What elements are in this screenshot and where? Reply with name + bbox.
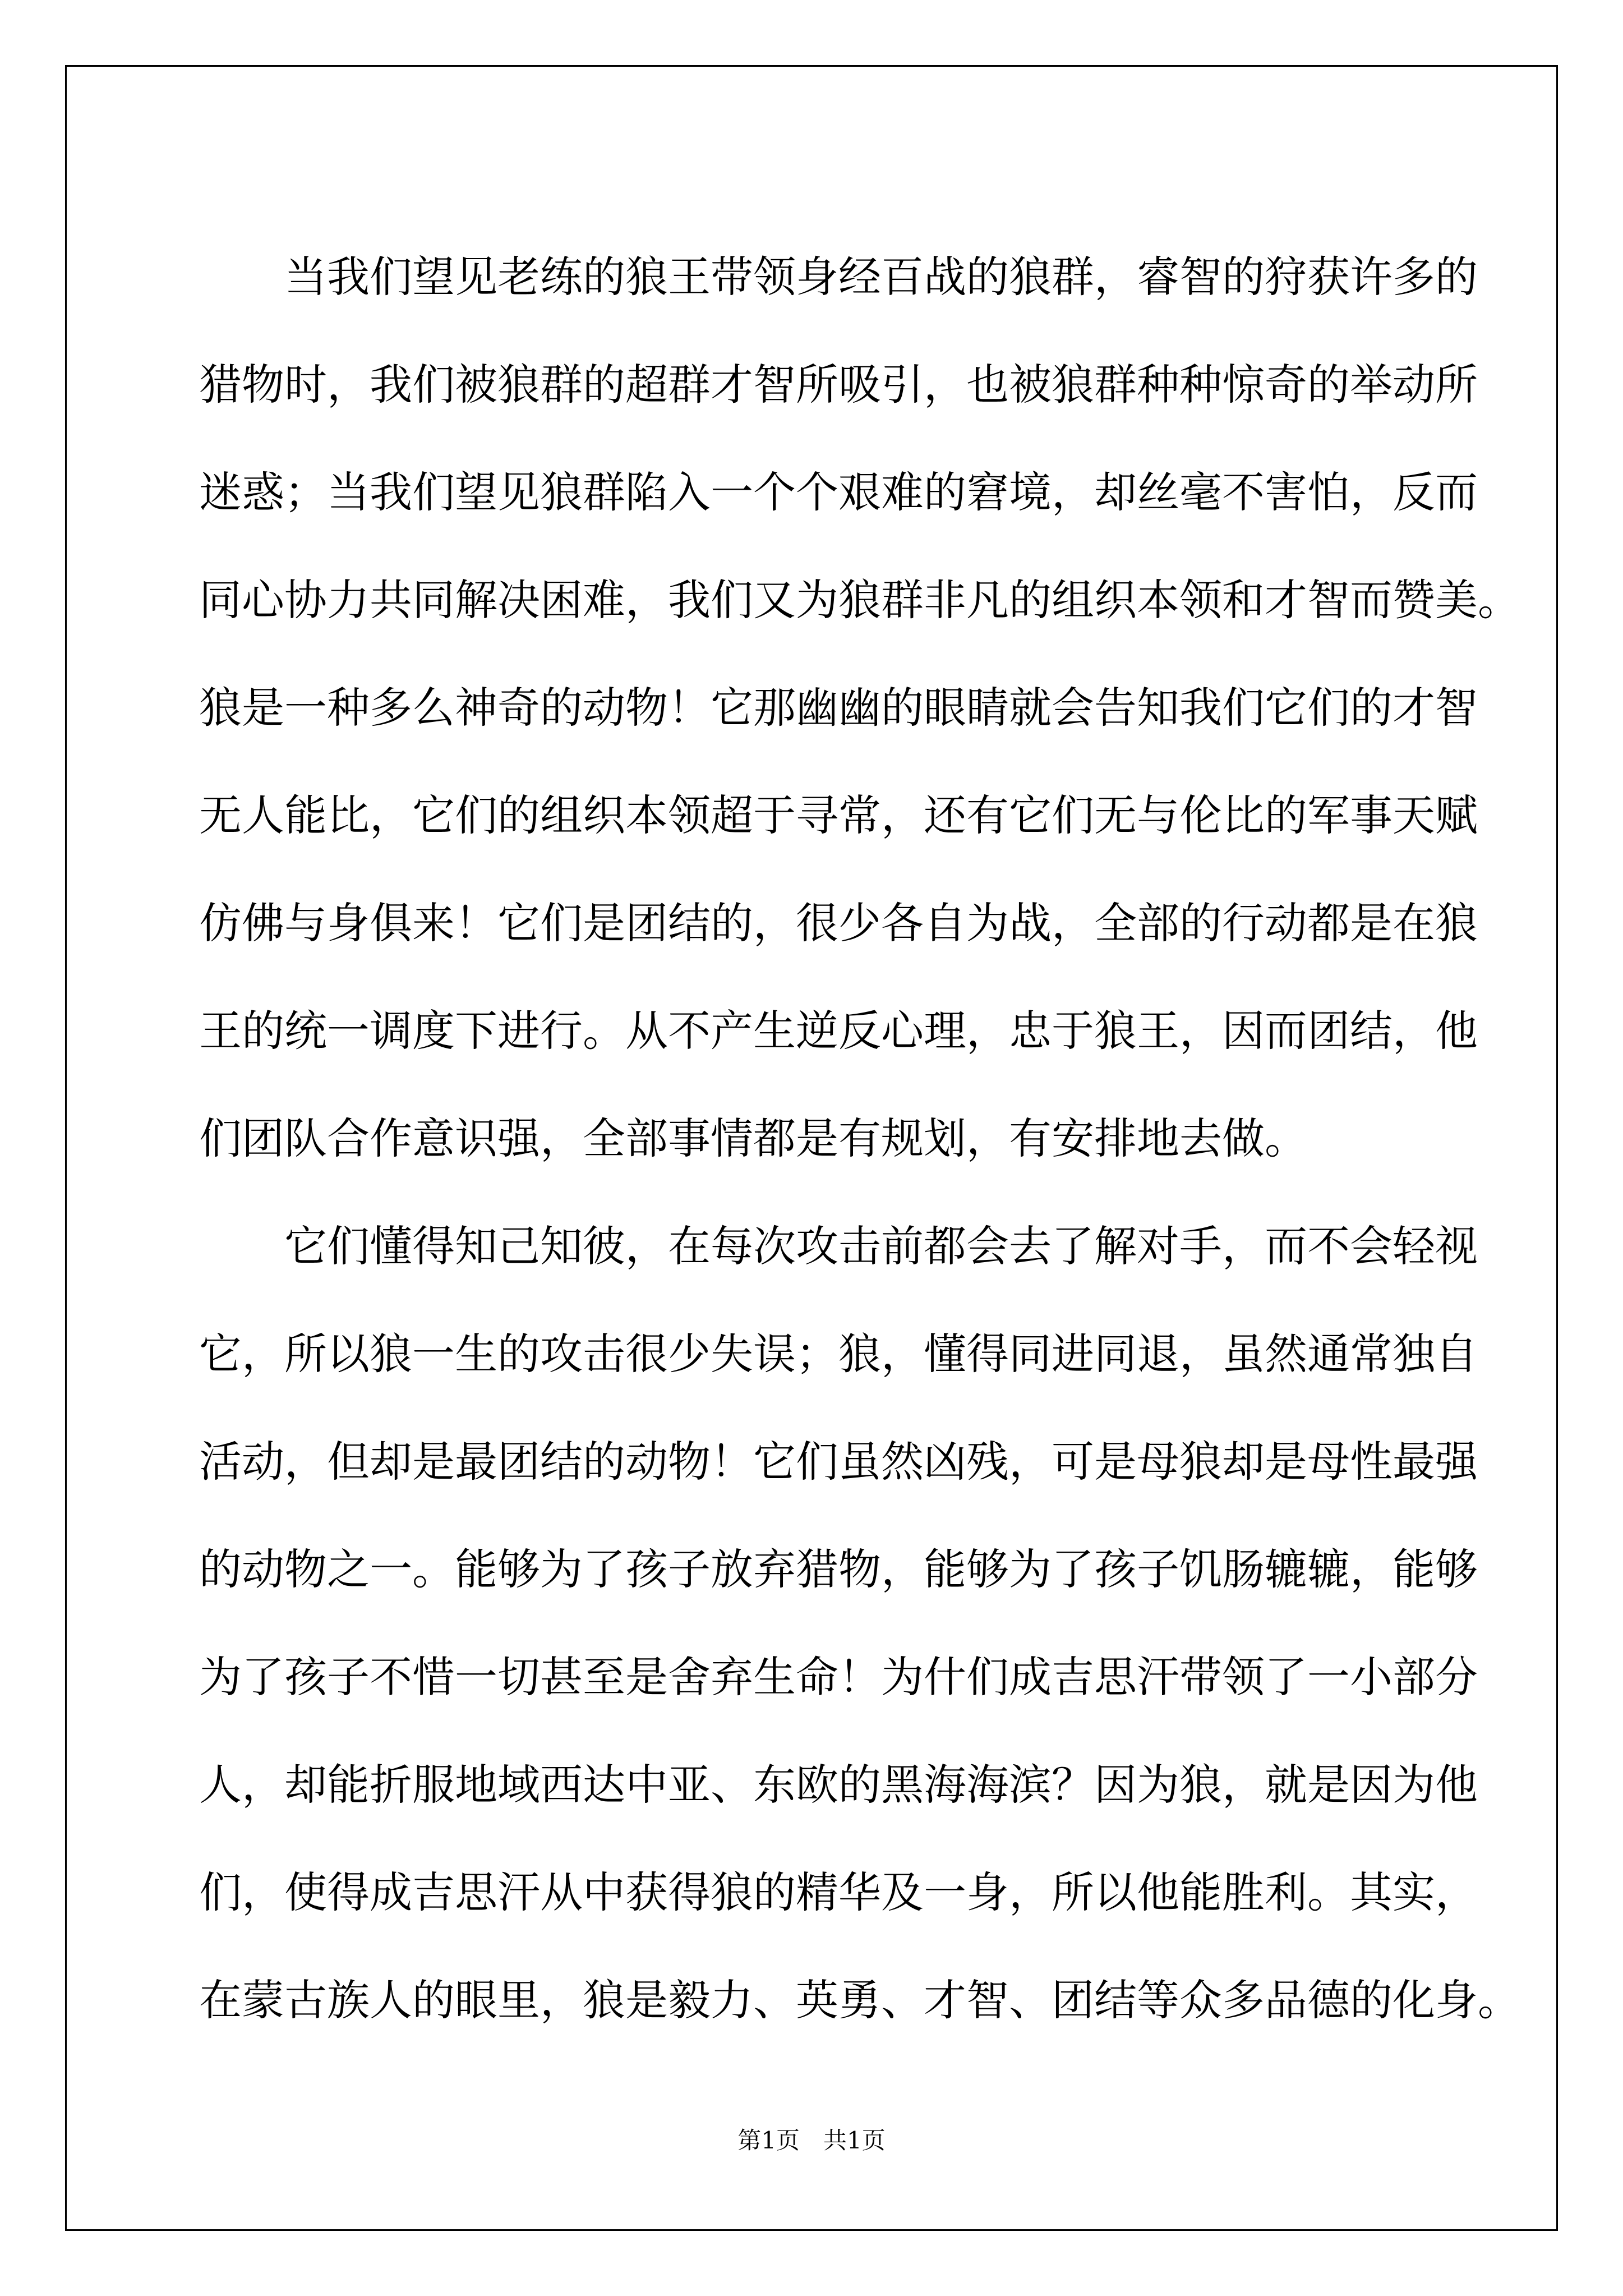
text-line: 王的统一调度下进行。从不产生逆反心理，忠于狼王，因而团结，他	[199, 1006, 1478, 1056]
text-line: 它，所以狼一生的攻击很少失误；狼，懂得同进同退，虽然通常独自	[199, 1329, 1478, 1379]
text-line: 狼是一种多么神奇的动物！它那幽幽的眼睛就会告知我们它们的才智	[199, 683, 1478, 733]
text-line: 们团队合作意识强，全部事情都是有规划，有安排地去做。	[199, 1114, 1307, 1163]
text-line: 活动，但却是最团结的动物！它们虽然凶残，可是母狼却是母性最强	[199, 1437, 1478, 1487]
text-line: 无人能比，它们的组织本领超于寻常，还有它们无与伦比的军事天赋	[199, 790, 1478, 840]
text-line: 同心协力共同解决困难，我们又为狼群非凡的组织本领和才智而赞美。	[199, 575, 1520, 625]
text-line: 们，使得成吉思汗从中获得狼的精华及一身，所以他能胜利。其实，	[199, 1867, 1478, 1917]
text-line: 为了孩子不惜一切甚至是舍弃生命！为什们成吉思汗带领了一小部分	[199, 1652, 1478, 1702]
text-line: 的动物之一。能够为了孩子放弃猎物，能够为了孩子饥肠辘辘，能够	[199, 1544, 1478, 1594]
text-line: 它们懂得知己知彼，在每次攻击前都会去了解对手，而不会轻视	[199, 1221, 1478, 1271]
document-body	[199, 223, 1520, 2054]
text-line: 当我们望见老练的狼王带领身经百战的狼群，睿智的狩获许多的	[199, 252, 1478, 302]
text-line: 在蒙古族人的眼里，狼是毅力、英勇、才智、团结等众多品德的化身。	[199, 1975, 1520, 2025]
text-line: 迷惑；当我们望见狼群陷入一个个艰难的窘境，却丝毫不害怕，反而	[199, 467, 1478, 517]
text-line: 仿佛与身俱来！它们是团结的，很少各自为战，全部的行动都是在狼	[199, 898, 1478, 948]
text-line: 人，却能折服地域西达中亚、东欧的黑海海滨？因为狼，就是因为他	[199, 1760, 1478, 1810]
text-line: 猎物时，我们被狼群的超群才智所吸引，也被狼群种种惊奇的举动所	[199, 360, 1478, 409]
page-number-footer: 第1页 共1页	[737, 2127, 886, 2154]
